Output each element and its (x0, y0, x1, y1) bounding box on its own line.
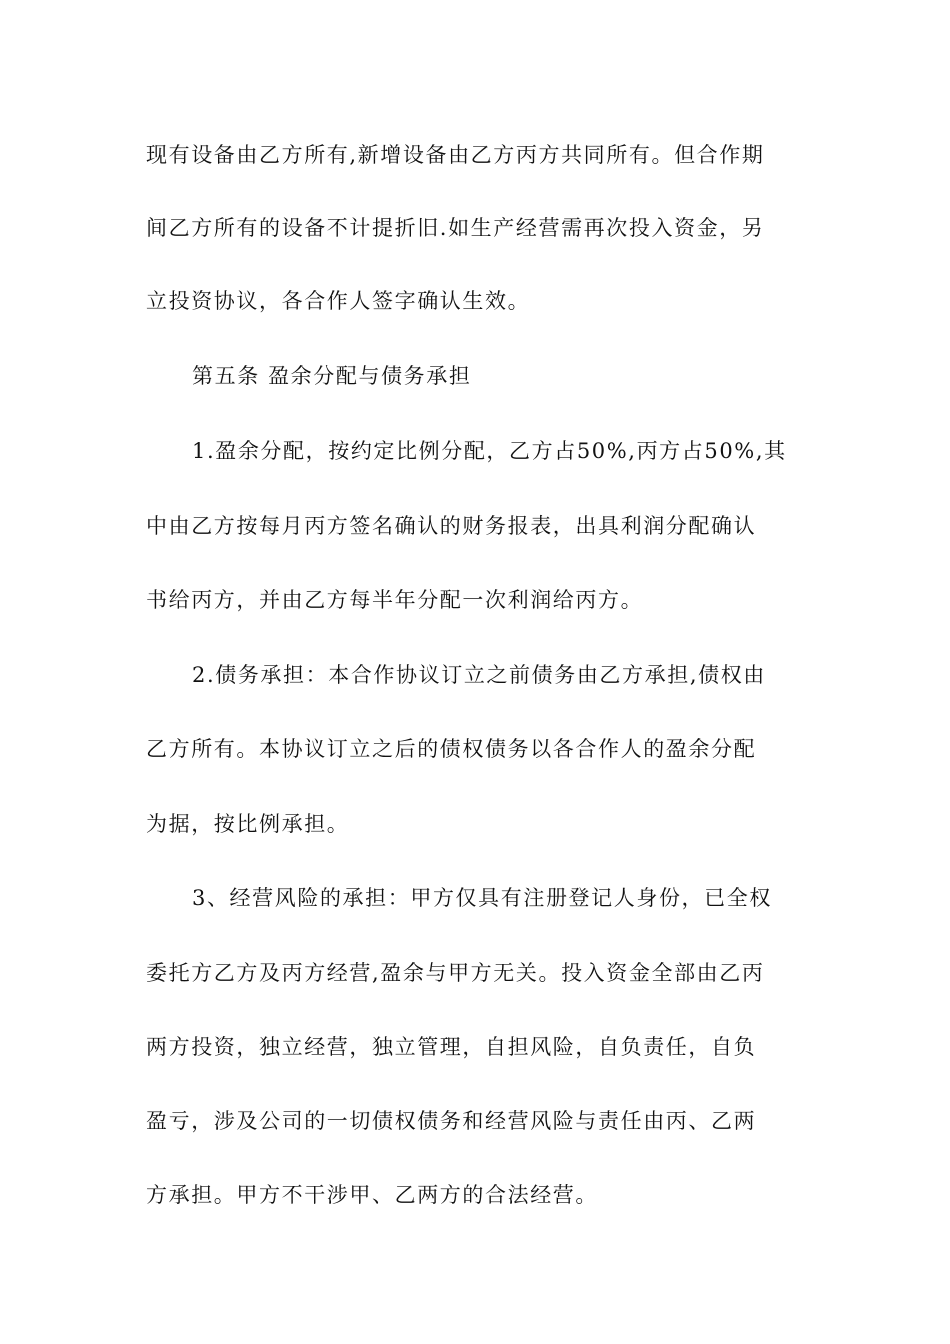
paragraph-line: 乙方所有。本协议订立之后的债权债务以各合作人的盈余分配 (146, 737, 757, 761)
paragraph-line: 两方投资，独立经营，独立管理，自担风险，自负责任，自负 (146, 1035, 757, 1059)
paragraph-line: 委托方乙方及丙方经营,盈余与甲方无关。投入资金全部由乙丙 (146, 961, 765, 985)
paragraph-line: 方承担。甲方不干涉甲、乙两方的合法经营。 (146, 1183, 598, 1207)
paragraph-line: 盈亏，涉及公司的一切债权债务和经营风险与责任由丙、乙两 (146, 1109, 757, 1133)
paragraph-line: 书给丙方，并由乙方每半年分配一次利润给丙方。 (146, 588, 644, 612)
paragraph-line: 为据，按比例承担。 (146, 812, 350, 836)
paragraph-line: 现有设备由乙方所有,新增设备由乙方丙方共同所有。但合作期 (146, 143, 765, 167)
paragraph-line: 中由乙方按每月丙方签名确认的财务报表，出具利润分配确认 (146, 514, 757, 538)
paragraph-line: 1.盈余分配，按约定比例分配，乙方占50%,丙方占50%,其 (192, 439, 787, 463)
paragraph-line: 间乙方所有的设备不计提折旧.如生产经营需再次投入资金，另 (146, 216, 765, 240)
paragraph-line: 3、经营风险的承担：甲方仅具有注册登记人身份，已全权 (192, 886, 772, 910)
section-heading: 第五条 盈余分配与债务承担 (192, 364, 472, 388)
paragraph-line: 2.债务承担：本合作协议订立之前债务由乙方承担,债权由 (192, 663, 766, 687)
paragraph-line: 立投资协议，各合作人签字确认生效。 (146, 289, 531, 313)
